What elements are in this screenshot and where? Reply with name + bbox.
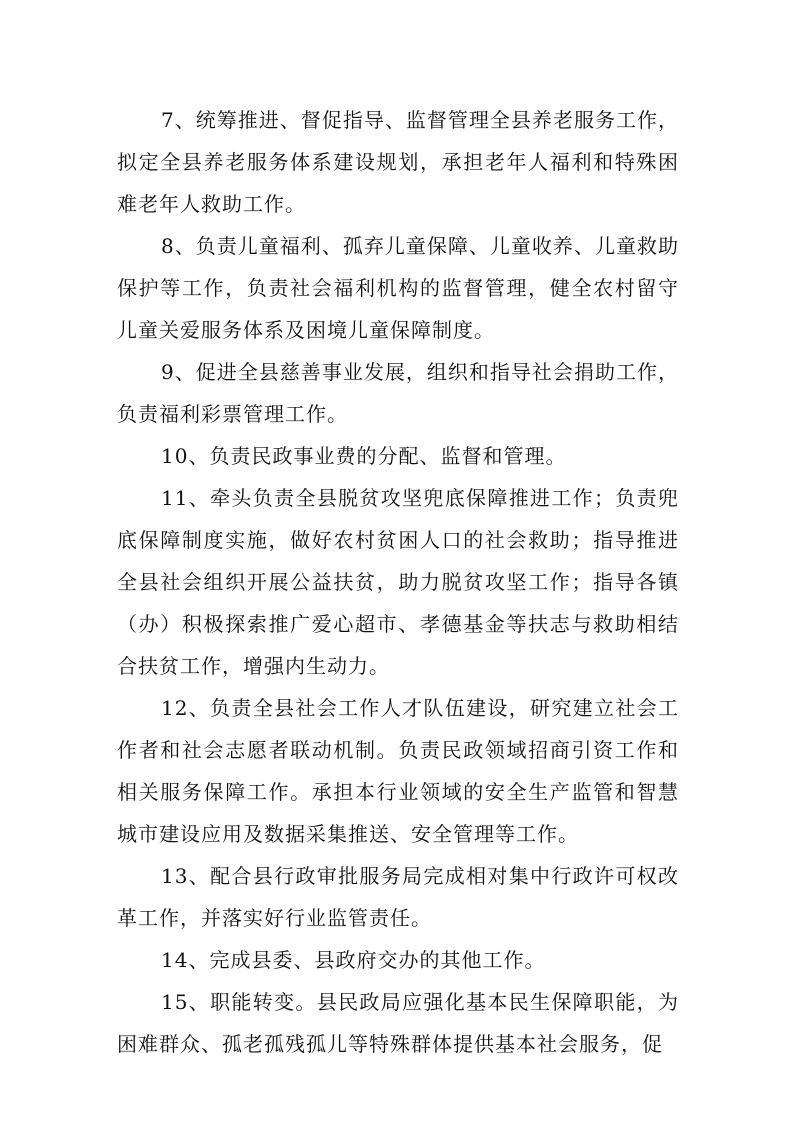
paragraph-item-14: 14、完成县委、县政府交办的其他工作。 (161, 948, 546, 972)
paragraph-item-8: 8、负责儿童福利、孤弃儿童保障、儿童收养、儿童救助保护等工作，负责社会福利机构的监督管理，健全农村留守儿童关爱服务体系及困境儿童保障制度。 (117, 234, 679, 342)
paragraph-item-10: 10、负责民政事业费的分配、监督和管理。 (161, 444, 567, 468)
paragraph-item-7: 7、统筹推进、督促指导、监督管理全县养老服务工作，拟定全县养老服务体系建设规划，承担老年人福利和特殊困难老年人救助工作。 (117, 108, 679, 216)
document-body (117, 99, 679, 1065)
paragraph-item-11: 11、牵头负责全县脱贫攻坚兜底保障推进工作；负责兜底保障制度实施，做好农村贫困人口的社会救助；指导推进全县社会组织开展公益扶贫，助力脱贫攻坚工作；指导各镇（办）积极探索推广爱心超市、孝德基金等扶志与救助相结合扶贫工作，增强内生动力。 (117, 486, 679, 678)
paragraph-item-15: 15、职能转变。县民政局应强化基本民生保障职能，为困难群众、孤老孤残孤儿等特殊群体提供基本社会服务，促 (117, 990, 679, 1056)
paragraph-item-13: 13、配合县行政审批服务局完成相对集中行政许可权改革工作，并落实好行业监管责任。 (117, 864, 679, 930)
paragraph-item-12: 12、负责全县社会工作人才队伍建设，研究建立社会工作者和社会志愿者联动机制。负责民政领域招商引资工作和相关服务保障工作。承担本行业领域的安全生产监管和智慧城市建设应用及数据采集推送、安全管理等工作。 (117, 696, 679, 846)
paragraph-item-9: 9、促进全县慈善事业发展，组织和指导社会捐助工作，负责福利彩票管理工作。 (117, 360, 679, 426)
